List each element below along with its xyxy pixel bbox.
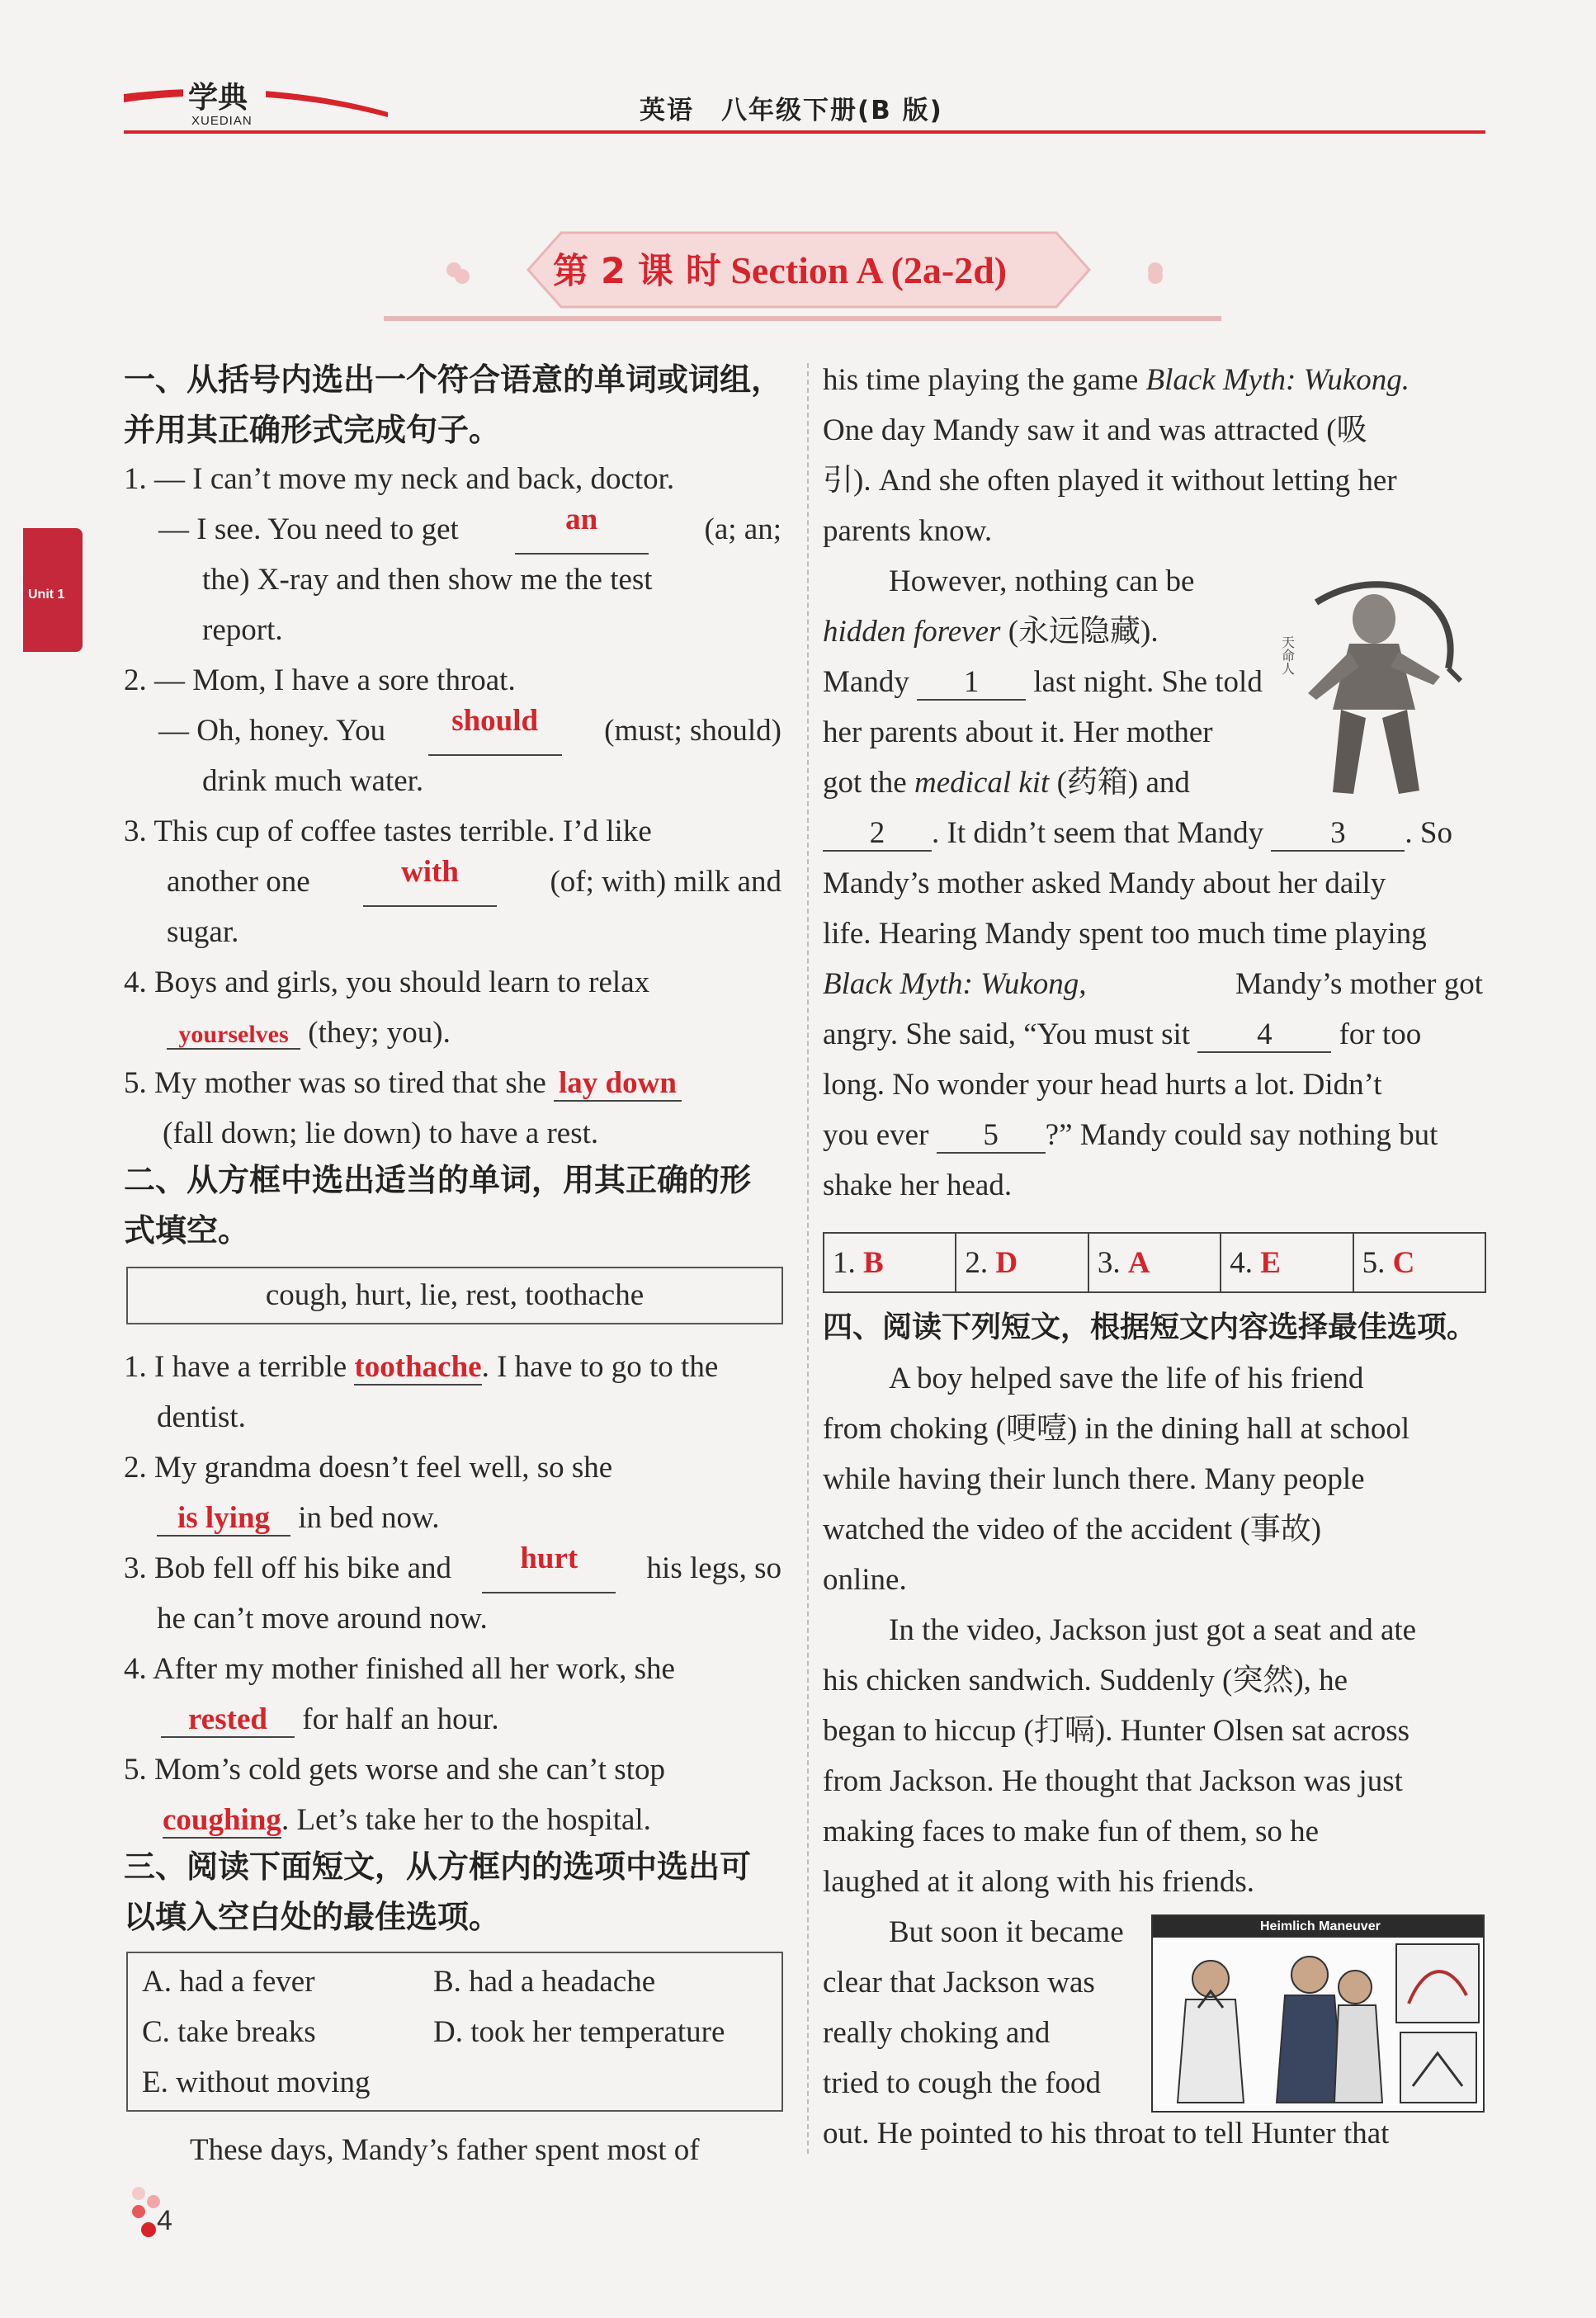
answer-blank[interactable]: with [363,857,497,907]
passage-blank-3[interactable]: 3 [1271,818,1405,852]
answer-cell: 4. E [1221,1234,1353,1291]
p2-q2-line2: is lying in bed now. [157,1493,440,1543]
option-b: B. had a headache [433,1965,656,1999]
p1-q2: 2. — Mom, I have a sore throat. [124,663,516,697]
answer-blank[interactable]: lay down [554,1068,682,1102]
wukong-illustration [1279,569,1473,809]
p4-line15: tried to cough the food [823,2066,1102,2100]
p4-line5: online. [823,1563,907,1597]
option-d: D. took her temperature [433,2015,725,2049]
p4-line4: watched the video of the accident (事故) [823,1513,1322,1546]
book-title: 英语 八年级下册(B 版) [640,96,943,125]
header-rule [124,130,1485,134]
p3-passage-line1: These days, Mandy’s father spent most of [190,2133,700,2167]
p3-line3: One day Mandy saw it and was attracted (吸 [823,413,1367,447]
p2-q4: 4. After my mother finished all her work, she [124,1652,675,1686]
image-caption: Heimlich Maneuver [1153,1916,1483,1938]
p1-q1-line4: report. [202,613,283,647]
answer-cell: 5. C [1362,1245,1415,1280]
answer-cell: 3. A [1089,1234,1221,1291]
p3-line12: Mandy’s mother asked Mandy about her daily [823,866,1386,900]
answer-blank[interactable]: rested [161,1704,295,1738]
p1-q1-line2: — I see. You need to get an (a; an; [158,504,781,555]
passage-blank-4[interactable]: 4 [1197,1019,1331,1053]
p1-q2-line2: — Oh, honey. You should (must; should) [158,706,781,756]
lesson-title: 第 2 课 时 Section A (2a-2d) [553,249,1008,292]
heimlich-drawing [1153,1938,1483,2109]
answer-blank[interactable]: hurt [482,1543,616,1593]
p2-q4-line2: rested for half an hour. [161,1694,499,1744]
banner-dot-left [446,264,479,289]
p4-line3: while having their lunch there. Many people [823,1462,1365,1496]
answer-blank[interactable]: yourselves [167,1022,300,1050]
page-number: 4 [157,2205,172,2236]
answer-blank[interactable]: an [515,504,649,555]
p4-line2: from choking (哽噎) in the dining hall at school [823,1412,1410,1446]
p2-q1-line2: dentist. [157,1400,246,1434]
p3-line6: However, nothing can be [889,564,1195,598]
p2-q2: 2. My grandma doesn’t feel well, so she [124,1451,613,1485]
p4-line14: really choking and [823,2016,1051,2050]
p3-line11: 2 . It didn’t seem that Mandy 3 . So [823,808,1452,858]
answer-blank[interactable]: toothache [354,1350,482,1384]
banner-dot-right [1139,264,1172,289]
passage-blank-1[interactable]: 1 [917,667,1026,701]
options-box [126,1952,783,2112]
p3-line15: angry. She said, “You must sit 4 for too [823,1017,1422,1051]
p4-line6: In the video, Jackson just got a seat and ate [889,1613,1417,1647]
heimlich-image [1151,1914,1485,2113]
word-box-text: cough, hurt, lie, rest, toothache [265,1278,645,1312]
option-e: E. without moving [142,2065,371,2099]
p1-q4-line2: yourselves (they; you). [167,1008,451,1058]
part4-heading: 四、阅读下列短文，根据短文内容选择最佳选项。 [823,1310,1477,1344]
svg-text:天命人: 天命人 [1279,635,1296,675]
part3-heading-cont: 以填入空白处的最佳选项。 [124,1899,501,1935]
banner-underline [384,316,1221,321]
p3-line14: Black Myth: Wukong, Mandy’s mother got [823,967,1483,1001]
p1-q1-line3: the) X-ray and then show me the test [202,563,653,597]
p1-q4: 4. Boys and girls, you should learn to relax [124,965,650,999]
p4-line9: from Jackson. He thought that Jackson was just [823,1764,1403,1798]
column-divider [807,363,809,2154]
answer-blank[interactable]: is lying [157,1503,290,1537]
p4-line16: out. He pointed to his throat to tell Hunter that [823,2117,1390,2150]
p3-line17: you ever 5 ?” Mandy could say nothing but [823,1118,1438,1152]
p3-line16: long. No wonder your head hurts a lot. Didn’t [823,1068,1382,1102]
p4-line12: But soon it became [889,1915,1124,1949]
p1-q5-line2: (fall down; lie down) to have a rest. [163,1117,599,1150]
part1-heading-cont: 并用其正确形式完成句子。 [124,412,501,448]
p3-line4: 引). And she often played it without letting her [823,464,1397,498]
answer-cell: 1. B [824,1234,956,1291]
part1-heading: 一、从括号内选出一个符合语意的单词或词组， [124,361,783,398]
p3-line13: life. Hearing Mandy spent too much time playing [823,917,1427,951]
option-c: C. take breaks [142,2015,316,2049]
part2-heading-cont: 式填空。 [124,1212,250,1249]
answer-blank[interactable]: coughing [163,1803,281,1837]
part2-heading: 二、从方框中选出适当的单词，用其正确的形 [124,1162,752,1198]
part3-heading: 三、阅读下面短文，从方框内的选项中选出可 [124,1848,752,1885]
p3-line8: Mandy 1 last night. She told [823,665,1263,699]
p1-q3-line2: another one with (of; with) milk and [167,857,781,907]
p4-line11: laughed at it along with his friends. [823,1865,1255,1899]
answer-blank[interactable]: should [428,706,562,756]
p2-q5: 5. Mom’s cold gets worse and she can’t stop [124,1753,665,1787]
p3-line9: her parents about it. Her mother [823,715,1213,749]
p1-q2-line3: drink much water. [202,764,424,798]
answer-cell: 2. D [956,1234,1088,1291]
p2-q5-line2: coughing. Let’s take her to the hospital. [163,1803,651,1837]
p4-line10: making faces to make fun of them, so he [823,1815,1320,1848]
p4-line1: A boy helped save the life of his friend [889,1362,1364,1395]
p3-line10: got the medical kit (药箱) and [823,766,1190,800]
unit-tab[interactable]: Unit 1 [23,528,83,652]
p1-q3: 3. This cup of coffee tastes terrible. I’d like [124,814,652,848]
p3-line5: parents know. [823,514,993,548]
logo-subtext: XUEDIAN [191,114,253,128]
passage-blank-5[interactable]: 5 [937,1120,1046,1154]
word-box [126,1267,783,1324]
option-a: A. had a fever [142,1965,315,1999]
logo-text: 学典 [188,81,248,115]
p3-line7: hidden forever (永远隐藏). [823,615,1159,649]
p1-q3-line3: sugar. [167,915,239,949]
p4-line8: began to hiccup (打嗝). Hunter Olsen sat across [823,1714,1410,1748]
p4-line13: clear that Jackson was [823,1966,1095,1999]
p2-q3: 3. Bob fell off his bike and hurt his legs, so [124,1543,781,1593]
p1-q1: 1. — I can’t move my neck and back, doctor. [124,462,675,496]
p2-q3-line2: he can’t move around now. [157,1602,488,1636]
p1-q5: 5. My mother was so tired that she lay down [124,1058,682,1108]
passage-blank-2[interactable]: 2 [823,818,932,852]
p3-line18: shake her head. [823,1168,1013,1202]
answer-table [823,1232,1486,1293]
p4-line7: his chicken sandwich. Suddenly (突然), he [823,1664,1348,1697]
p3-line2: his time playing the game Black Myth: Wukong. [823,363,1410,397]
p2-q1: 1. I have a terrible toothache. I have to go to the [124,1350,719,1384]
